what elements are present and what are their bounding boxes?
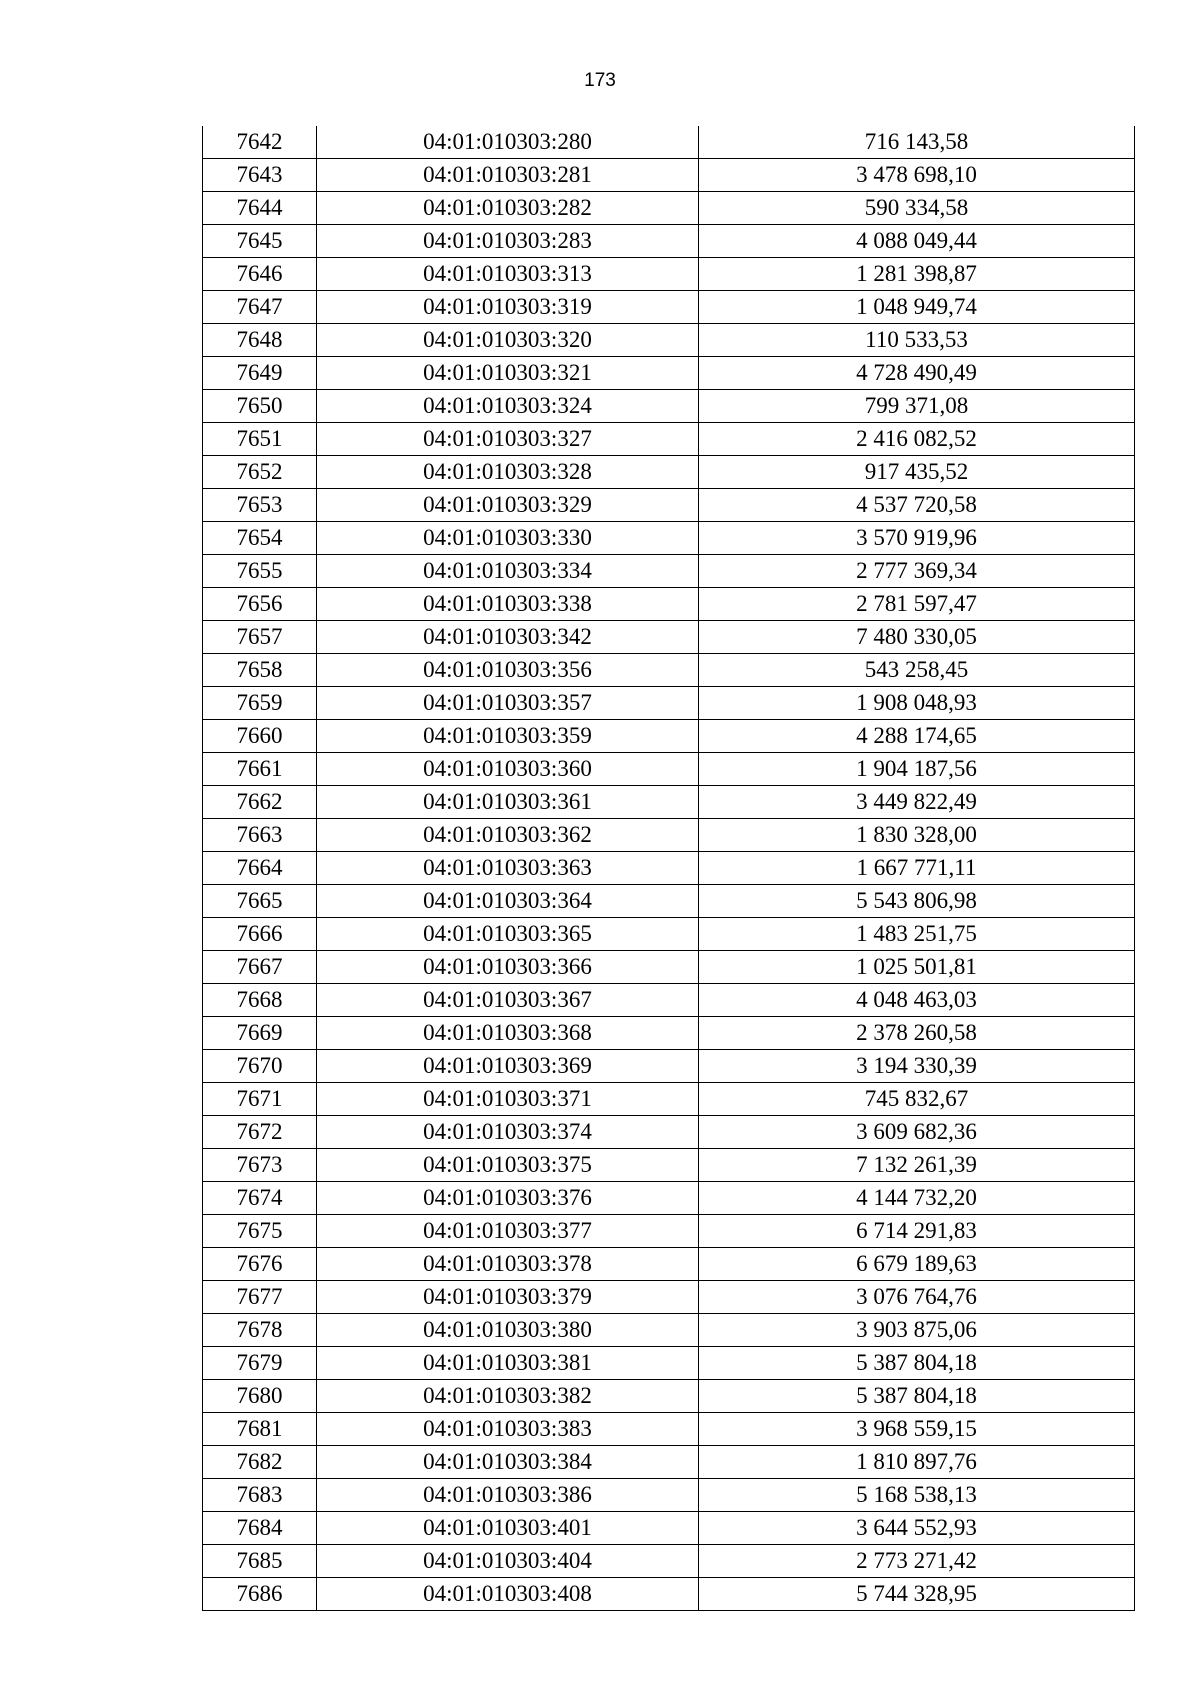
row-number-cell: 7654 bbox=[203, 522, 317, 555]
cadastral-value-cell: 5 387 804,18 bbox=[699, 1347, 1135, 1380]
row-number-cell: 7668 bbox=[203, 984, 317, 1017]
row-number-cell: 7686 bbox=[203, 1578, 317, 1611]
row-number-cell: 7646 bbox=[203, 258, 317, 291]
cadastral-number-cell: 04:01:010303:376 bbox=[317, 1182, 699, 1215]
row-number-cell: 7667 bbox=[203, 951, 317, 984]
cadastral-value-cell: 1 908 048,93 bbox=[699, 687, 1135, 720]
cadastral-number-cell: 04:01:010303:378 bbox=[317, 1248, 699, 1281]
table-row bbox=[203, 225, 1135, 258]
cadastral-number-cell: 04:01:010303:342 bbox=[317, 621, 699, 654]
cadastral-value-cell: 590 334,58 bbox=[699, 192, 1135, 225]
cadastral-number-cell: 04:01:010303:320 bbox=[317, 324, 699, 357]
page-number: 173 bbox=[584, 70, 616, 91]
cadastral-number-cell: 04:01:010303:369 bbox=[317, 1050, 699, 1083]
cadastral-number-cell: 04:01:010303:382 bbox=[317, 1380, 699, 1413]
table-row bbox=[203, 1413, 1135, 1446]
cadastral-number-cell: 04:01:010303:363 bbox=[317, 852, 699, 885]
cadastral-value-cell: 4 088 049,44 bbox=[699, 225, 1135, 258]
table-row bbox=[203, 390, 1135, 423]
row-number-cell: 7647 bbox=[203, 291, 317, 324]
cadastral-value-cell: 3 903 875,06 bbox=[699, 1314, 1135, 1347]
cadastral-number-cell: 04:01:010303:359 bbox=[317, 720, 699, 753]
cadastral-value-cell: 4 288 174,65 bbox=[699, 720, 1135, 753]
cadastral-number-cell: 04:01:010303:324 bbox=[317, 390, 699, 423]
row-number-cell: 7651 bbox=[203, 423, 317, 456]
table-row bbox=[203, 1050, 1135, 1083]
row-number-cell: 7656 bbox=[203, 588, 317, 621]
row-number-cell: 7665 bbox=[203, 885, 317, 918]
row-number-cell: 7652 bbox=[203, 456, 317, 489]
table-row bbox=[203, 1578, 1135, 1611]
row-number-cell: 7644 bbox=[203, 192, 317, 225]
cadastral-value-cell: 3 968 559,15 bbox=[699, 1413, 1135, 1446]
cadastral-number-cell: 04:01:010303:364 bbox=[317, 885, 699, 918]
table-row bbox=[203, 753, 1135, 786]
cadastral-value-cell: 1 048 949,74 bbox=[699, 291, 1135, 324]
table-row bbox=[203, 1149, 1135, 1182]
table-row bbox=[203, 1215, 1135, 1248]
cadastral-value-cell: 3 194 330,39 bbox=[699, 1050, 1135, 1083]
cadastral-value-cell: 543 258,45 bbox=[699, 654, 1135, 687]
row-number-cell: 7674 bbox=[203, 1182, 317, 1215]
table-row bbox=[203, 1083, 1135, 1116]
row-number-cell: 7684 bbox=[203, 1512, 317, 1545]
cadastral-number-cell: 04:01:010303:338 bbox=[317, 588, 699, 621]
table-row bbox=[203, 588, 1135, 621]
row-number-cell: 7670 bbox=[203, 1050, 317, 1083]
table-row bbox=[203, 291, 1135, 324]
cadastral-number-cell: 04:01:010303:280 bbox=[317, 126, 699, 159]
cadastral-number-cell: 04:01:010303:377 bbox=[317, 1215, 699, 1248]
cadastral-value-cell: 1 483 251,75 bbox=[699, 918, 1135, 951]
cadastral-number-cell: 04:01:010303:375 bbox=[317, 1149, 699, 1182]
table-row bbox=[203, 1116, 1135, 1149]
row-number-cell: 7680 bbox=[203, 1380, 317, 1413]
cadastral-value-cell: 5 387 804,18 bbox=[699, 1380, 1135, 1413]
cadastral-value-cell: 2 378 260,58 bbox=[699, 1017, 1135, 1050]
row-number-cell: 7685 bbox=[203, 1545, 317, 1578]
table-row bbox=[203, 126, 1135, 159]
table-row bbox=[203, 456, 1135, 489]
row-number-cell: 7662 bbox=[203, 786, 317, 819]
table-row bbox=[203, 687, 1135, 720]
row-number-cell: 7683 bbox=[203, 1479, 317, 1512]
table-row bbox=[203, 1281, 1135, 1314]
row-number-cell: 7661 bbox=[203, 753, 317, 786]
table-row bbox=[203, 555, 1135, 588]
cadastral-number-cell: 04:01:010303:381 bbox=[317, 1347, 699, 1380]
cadastral-value-cell: 7 132 261,39 bbox=[699, 1149, 1135, 1182]
cadastral-number-cell: 04:01:010303:319 bbox=[317, 291, 699, 324]
table-row bbox=[203, 1017, 1135, 1050]
cadastral-value-cell: 110 533,53 bbox=[699, 324, 1135, 357]
cadastral-value-cell: 1 025 501,81 bbox=[699, 951, 1135, 984]
cadastral-number-cell: 04:01:010303:408 bbox=[317, 1578, 699, 1611]
cadastral-value-cell: 1 281 398,87 bbox=[699, 258, 1135, 291]
row-number-cell: 7678 bbox=[203, 1314, 317, 1347]
cadastral-number-cell: 04:01:010303:368 bbox=[317, 1017, 699, 1050]
cadastral-number-cell: 04:01:010303:313 bbox=[317, 258, 699, 291]
cadastral-value-cell: 3 570 919,96 bbox=[699, 522, 1135, 555]
row-number-cell: 7664 bbox=[203, 852, 317, 885]
table-row bbox=[203, 1314, 1135, 1347]
cadastral-value-cell: 716 143,58 bbox=[699, 126, 1135, 159]
row-number-cell: 7672 bbox=[203, 1116, 317, 1149]
cadastral-value-cell: 1 667 771,11 bbox=[699, 852, 1135, 885]
cadastral-value-cell: 7 480 330,05 bbox=[699, 621, 1135, 654]
cadastral-value-cell: 745 832,67 bbox=[699, 1083, 1135, 1116]
cadastral-number-cell: 04:01:010303:356 bbox=[317, 654, 699, 687]
row-number-cell: 7675 bbox=[203, 1215, 317, 1248]
table-row bbox=[203, 720, 1135, 753]
row-number-cell: 7642 bbox=[203, 126, 317, 159]
table-row bbox=[203, 819, 1135, 852]
row-number-cell: 7659 bbox=[203, 687, 317, 720]
table-row bbox=[203, 885, 1135, 918]
table-row bbox=[203, 489, 1135, 522]
row-number-cell: 7650 bbox=[203, 390, 317, 423]
table-row bbox=[203, 621, 1135, 654]
row-number-cell: 7658 bbox=[203, 654, 317, 687]
row-number-cell: 7671 bbox=[203, 1083, 317, 1116]
row-number-cell: 7682 bbox=[203, 1446, 317, 1479]
cadastral-number-cell: 04:01:010303:361 bbox=[317, 786, 699, 819]
cadastral-value-cell: 5 744 328,95 bbox=[699, 1578, 1135, 1611]
cadastral-value-cell: 4 728 490,49 bbox=[699, 357, 1135, 390]
cadastral-value-cell: 5 543 806,98 bbox=[699, 885, 1135, 918]
cadastral-value-cell: 6 679 189,63 bbox=[699, 1248, 1135, 1281]
cadastral-number-cell: 04:01:010303:357 bbox=[317, 687, 699, 720]
cadastral-value-cell: 1 904 187,56 bbox=[699, 753, 1135, 786]
cadastral-number-cell: 04:01:010303:282 bbox=[317, 192, 699, 225]
table-row bbox=[203, 984, 1135, 1017]
cadastral-value-cell: 4 048 463,03 bbox=[699, 984, 1135, 1017]
table-row bbox=[203, 1545, 1135, 1578]
cadastral-number-cell: 04:01:010303:362 bbox=[317, 819, 699, 852]
table-body bbox=[203, 126, 1135, 1611]
row-number-cell: 7673 bbox=[203, 1149, 317, 1182]
cadastral-number-cell: 04:01:010303:365 bbox=[317, 918, 699, 951]
cadastral-value-cell: 2 781 597,47 bbox=[699, 588, 1135, 621]
cadastral-number-cell: 04:01:010303:371 bbox=[317, 1083, 699, 1116]
cadastral-number-cell: 04:01:010303:329 bbox=[317, 489, 699, 522]
cadastral-value-cell: 3 076 764,76 bbox=[699, 1281, 1135, 1314]
cadastral-number-cell: 04:01:010303:321 bbox=[317, 357, 699, 390]
table-row bbox=[203, 1248, 1135, 1281]
cadastral-value-cell: 2 773 271,42 bbox=[699, 1545, 1135, 1578]
row-number-cell: 7648 bbox=[203, 324, 317, 357]
cadastral-number-cell: 04:01:010303:386 bbox=[317, 1479, 699, 1512]
table-row bbox=[203, 1182, 1135, 1215]
cadastral-value-cell: 917 435,52 bbox=[699, 456, 1135, 489]
table-row bbox=[203, 1446, 1135, 1479]
row-number-cell: 7645 bbox=[203, 225, 317, 258]
table-row bbox=[203, 918, 1135, 951]
row-number-cell: 7643 bbox=[203, 159, 317, 192]
table-row bbox=[203, 522, 1135, 555]
table-row bbox=[203, 1512, 1135, 1545]
table-row bbox=[203, 654, 1135, 687]
row-number-cell: 7679 bbox=[203, 1347, 317, 1380]
cadastral-number-cell: 04:01:010303:404 bbox=[317, 1545, 699, 1578]
table-row bbox=[203, 951, 1135, 984]
cadastral-value-cell: 2 777 369,34 bbox=[699, 555, 1135, 588]
row-number-cell: 7677 bbox=[203, 1281, 317, 1314]
cadastral-value-cell: 799 371,08 bbox=[699, 390, 1135, 423]
row-number-cell: 7653 bbox=[203, 489, 317, 522]
cadastral-number-cell: 04:01:010303:380 bbox=[317, 1314, 699, 1347]
table-row bbox=[203, 192, 1135, 225]
cadastral-number-cell: 04:01:010303:334 bbox=[317, 555, 699, 588]
cadastral-number-cell: 04:01:010303:360 bbox=[317, 753, 699, 786]
cadastral-value-cell: 1 830 328,00 bbox=[699, 819, 1135, 852]
cadastral-number-cell: 04:01:010303:330 bbox=[317, 522, 699, 555]
row-number-cell: 7666 bbox=[203, 918, 317, 951]
cadastral-value-cell: 3 644 552,93 bbox=[699, 1512, 1135, 1545]
cadastral-value-cell: 5 168 538,13 bbox=[699, 1479, 1135, 1512]
table-row bbox=[203, 159, 1135, 192]
cadastral-number-cell: 04:01:010303:281 bbox=[317, 159, 699, 192]
cadastral-value-table bbox=[202, 126, 1135, 1611]
table-row bbox=[203, 324, 1135, 357]
table-row bbox=[203, 423, 1135, 456]
row-number-cell: 7649 bbox=[203, 357, 317, 390]
cadastral-value-cell: 1 810 897,76 bbox=[699, 1446, 1135, 1479]
cadastral-value-cell: 3 478 698,10 bbox=[699, 159, 1135, 192]
row-number-cell: 7663 bbox=[203, 819, 317, 852]
row-number-cell: 7676 bbox=[203, 1248, 317, 1281]
cadastral-number-cell: 04:01:010303:401 bbox=[317, 1512, 699, 1545]
cadastral-number-cell: 04:01:010303:366 bbox=[317, 951, 699, 984]
row-number-cell: 7660 bbox=[203, 720, 317, 753]
cadastral-number-cell: 04:01:010303:328 bbox=[317, 456, 699, 489]
row-number-cell: 7655 bbox=[203, 555, 317, 588]
cadastral-number-cell: 04:01:010303:374 bbox=[317, 1116, 699, 1149]
cadastral-value-cell: 4 537 720,58 bbox=[699, 489, 1135, 522]
row-number-cell: 7669 bbox=[203, 1017, 317, 1050]
row-number-cell: 7681 bbox=[203, 1413, 317, 1446]
cadastral-number-cell: 04:01:010303:283 bbox=[317, 225, 699, 258]
cadastral-number-cell: 04:01:010303:367 bbox=[317, 984, 699, 1017]
table-row bbox=[203, 1479, 1135, 1512]
cadastral-value-cell: 4 144 732,20 bbox=[699, 1182, 1135, 1215]
row-number-cell: 7657 bbox=[203, 621, 317, 654]
cadastral-value-cell: 3 609 682,36 bbox=[699, 1116, 1135, 1149]
cadastral-value-cell: 6 714 291,83 bbox=[699, 1215, 1135, 1248]
table-row bbox=[203, 258, 1135, 291]
cadastral-value-cell: 2 416 082,52 bbox=[699, 423, 1135, 456]
cadastral-number-cell: 04:01:010303:327 bbox=[317, 423, 699, 456]
table-row bbox=[203, 1347, 1135, 1380]
table-row bbox=[203, 852, 1135, 885]
table-row bbox=[203, 1380, 1135, 1413]
cadastral-value-cell: 3 449 822,49 bbox=[699, 786, 1135, 819]
table-row bbox=[203, 357, 1135, 390]
cadastral-number-cell: 04:01:010303:383 bbox=[317, 1413, 699, 1446]
cadastral-number-cell: 04:01:010303:379 bbox=[317, 1281, 699, 1314]
table-row bbox=[203, 786, 1135, 819]
cadastral-number-cell: 04:01:010303:384 bbox=[317, 1446, 699, 1479]
